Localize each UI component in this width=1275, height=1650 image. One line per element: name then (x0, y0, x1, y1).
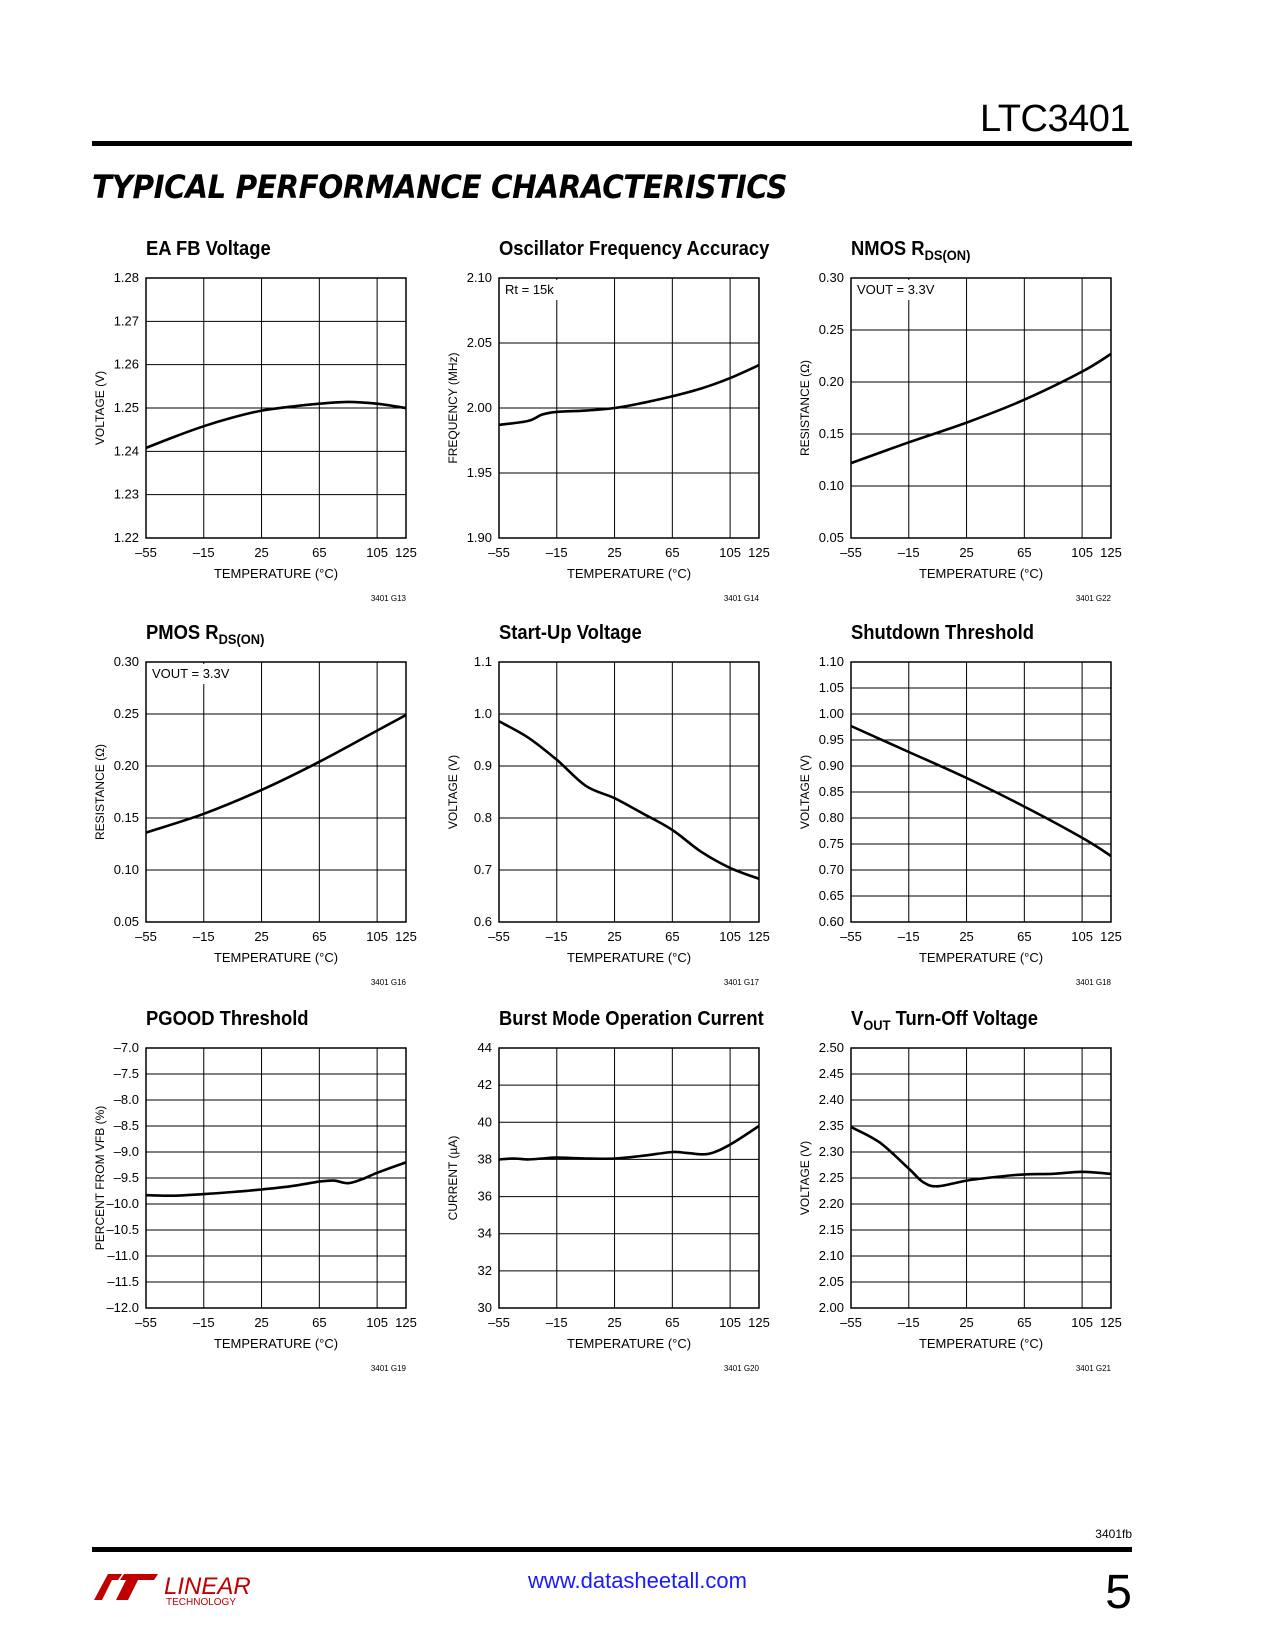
y-tick-label: 1.24 (113, 443, 139, 459)
chart-plot (441, 642, 781, 987)
y-tick-label: 0.95 (818, 732, 844, 747)
y-axis-label: VOLTAGE (V) (798, 754, 812, 830)
y-axis-label: FREQUENCY (MHz) (446, 352, 460, 464)
chart-g21 (793, 1008, 1133, 1388)
y-tick-label: 2.10 (818, 1248, 844, 1263)
y-tick-label: –10.5 (106, 1222, 139, 1237)
y-tick-label: 2.10 (466, 270, 492, 285)
x-tick-label: 25 (607, 929, 622, 944)
x-tick-label: 65 (1017, 545, 1032, 560)
y-tick-label: 2.20 (818, 1196, 844, 1211)
y-tick-label: 1.00 (818, 706, 844, 721)
chart-g19 (88, 1008, 428, 1388)
footer-link[interactable]: www.datasheetall.com (528, 1568, 747, 1593)
figure-id: 3401 G17 (723, 978, 759, 987)
figure-id: 3401 G21 (1075, 1364, 1111, 1373)
series-line (499, 365, 759, 425)
plot-frame (851, 278, 1111, 538)
y-tick-label: –7.5 (113, 1066, 139, 1081)
x-tick-label: 105 (1071, 929, 1093, 944)
x-tick-label: 125 (748, 545, 770, 560)
x-tick-label: 25 (254, 1315, 269, 1330)
y-tick-label: 2.50 (818, 1040, 844, 1055)
series-line (499, 721, 759, 879)
y-tick-label: 2.25 (818, 1170, 844, 1185)
y-tick-label: 1.27 (113, 313, 139, 329)
chart-plot (88, 258, 428, 603)
x-tick-label: –15 (192, 545, 215, 560)
series-line (851, 726, 1111, 856)
x-tick-label: 105 (719, 929, 741, 944)
y-tick-label: 0.60 (818, 914, 844, 929)
x-tick-label: 65 (1017, 1315, 1032, 1330)
y-tick-label: 0.15 (818, 426, 844, 441)
x-tick-label: –15 (192, 929, 215, 944)
chart-g13 (88, 238, 428, 618)
series-line (499, 1126, 759, 1159)
x-tick-label: 125 (1100, 929, 1122, 944)
chart-g14 (441, 238, 781, 618)
chart-plot (793, 258, 1133, 603)
y-tick-label: 1.28 (113, 270, 139, 285)
series-line (146, 402, 406, 448)
y-tick-label: –7.0 (113, 1040, 139, 1055)
y-tick-label: 0.10 (113, 862, 139, 877)
x-tick-label: –55 (488, 929, 510, 944)
x-tick-label: 125 (748, 1315, 770, 1330)
y-tick-label: 0.30 (818, 270, 844, 285)
chart-title: PGOOD Threshold (146, 1008, 309, 1030)
x-tick-label: 125 (748, 929, 770, 944)
chart-annotation: VOUT = 3.3V (857, 282, 935, 297)
y-tick-label: 2.05 (466, 335, 492, 350)
y-axis-label: VOLTAGE (V) (93, 370, 107, 446)
x-tick-label: –55 (135, 1315, 157, 1330)
y-tick-label: 36 (477, 1188, 492, 1204)
x-tick-label: 65 (312, 1315, 327, 1330)
chart-plot (88, 1028, 428, 1373)
x-axis-label: TEMPERATURE (°C) (566, 566, 692, 581)
y-tick-label: 0.30 (113, 654, 139, 669)
plot-frame (499, 662, 759, 922)
chart-title: Oscillator Frequency Accuracy (499, 238, 770, 260)
x-tick-label: 125 (395, 545, 417, 560)
chart-title: $V_{OUT}$ Turn-Off Voltage (851, 1008, 1039, 1033)
x-tick-label: –15 (192, 1315, 215, 1330)
x-tick-label: –55 (135, 929, 157, 944)
x-tick-label: –55 (135, 545, 157, 560)
x-tick-label: 125 (395, 929, 417, 944)
plot-frame (146, 662, 406, 922)
y-tick-label: 1.95 (466, 465, 492, 480)
y-tick-label: 0.75 (818, 836, 844, 851)
y-tick-label: 32 (477, 1262, 492, 1278)
chart-title: PMOS $R_{DS(ON)}$ (146, 622, 265, 647)
chart-annotation: VOUT = 3.3V (152, 666, 230, 681)
y-tick-label: 0.85 (818, 784, 844, 799)
chart-plot (793, 642, 1133, 987)
section-title: TYPICAL PERFORMANCE CHARACTERISTICS (92, 168, 788, 206)
y-tick-label: 1.22 (113, 530, 139, 545)
y-tick-label: 1.1 (473, 654, 492, 669)
series-line (146, 715, 406, 833)
figure-id: 3401 G16 (370, 978, 406, 987)
x-tick-label: 105 (719, 545, 741, 560)
x-tick-label: 105 (366, 929, 388, 944)
y-tick-label: 30 (477, 1300, 492, 1315)
page-number: 5 (1105, 1566, 1132, 1619)
figure-id: 3401 G14 (723, 594, 759, 603)
x-axis-label: TEMPERATURE (°C) (213, 566, 339, 581)
y-tick-label: –11.5 (107, 1274, 139, 1289)
logo-subtext: TECHNOLOGY (166, 1597, 237, 1608)
chart-title: Burst Mode Operation Current (499, 1008, 764, 1030)
y-tick-label: 0.7 (473, 862, 492, 877)
y-tick-label: 0.15 (113, 810, 139, 825)
x-tick-label: 125 (1100, 545, 1122, 560)
chart-g20 (441, 1008, 781, 1388)
y-axis-label: VOLTAGE (V) (446, 754, 460, 830)
x-axis-label: TEMPERATURE (°C) (566, 1336, 692, 1351)
chart-annotation: Rt = 15k (505, 282, 554, 297)
y-tick-label: 0.25 (113, 706, 139, 721)
chart-title: Start-Up Voltage (499, 622, 642, 644)
x-tick-label: –15 (545, 929, 568, 944)
x-tick-label: 105 (366, 545, 388, 560)
y-tick-label: 2.40 (818, 1092, 844, 1107)
y-tick-label: –9.5 (113, 1170, 139, 1185)
y-axis-label: RESISTANCE (Ω) (93, 743, 107, 841)
x-tick-label: 105 (366, 1315, 388, 1330)
x-tick-label: –15 (897, 545, 920, 560)
x-tick-label: 25 (607, 545, 622, 560)
y-tick-label: 0.80 (818, 810, 844, 825)
y-tick-label: 2.00 (818, 1300, 844, 1315)
x-axis-label: TEMPERATURE (°C) (918, 1336, 1044, 1351)
x-tick-label: 65 (665, 1315, 680, 1330)
x-tick-label: 105 (1071, 1315, 1093, 1330)
figure-id: 3401 G13 (370, 594, 406, 603)
x-tick-label: 25 (254, 545, 269, 560)
x-tick-label: 105 (719, 1315, 741, 1330)
y-tick-label: 1.26 (113, 356, 139, 372)
y-tick-label: 0.90 (818, 758, 844, 773)
x-tick-label: 125 (395, 1315, 417, 1330)
plot-frame (499, 1048, 759, 1308)
x-tick-label: –15 (897, 1315, 920, 1330)
x-tick-label: 25 (607, 1315, 622, 1330)
y-tick-label: 2.35 (818, 1118, 844, 1133)
y-tick-label: 38 (477, 1151, 492, 1167)
series-line (146, 1162, 406, 1195)
part-number: LTC3401 (979, 98, 1130, 140)
y-tick-label: 0.10 (818, 478, 844, 493)
x-tick-label: 25 (959, 929, 974, 944)
y-tick-label: 44 (477, 1040, 492, 1055)
x-tick-label: 25 (959, 1315, 974, 1330)
x-tick-label: 105 (1071, 545, 1093, 560)
y-tick-label: 1.23 (113, 486, 139, 502)
y-tick-label: –8.0 (113, 1092, 139, 1107)
y-axis-label: RESISTANCE (Ω) (798, 359, 812, 457)
x-tick-label: 125 (1100, 1315, 1122, 1330)
x-axis-label: TEMPERATURE (°C) (213, 950, 339, 965)
x-tick-label: –15 (545, 545, 568, 560)
series-line (851, 354, 1111, 463)
x-tick-label: –55 (488, 545, 510, 560)
x-tick-label: –15 (545, 1315, 568, 1330)
x-axis-label: TEMPERATURE (°C) (213, 1336, 339, 1351)
figure-id: 3401 G20 (723, 1364, 759, 1373)
series-line (851, 1127, 1111, 1186)
y-tick-label: 1.90 (466, 530, 492, 545)
logo-wordmark: LINEAR (164, 1573, 251, 1600)
chart-g18 (793, 622, 1133, 1002)
y-tick-label: 0.9 (473, 758, 492, 773)
chart-g16 (88, 622, 428, 1002)
x-tick-label: 65 (1017, 929, 1032, 944)
y-tick-label: 40 (477, 1114, 492, 1130)
y-tick-label: 0.05 (818, 530, 844, 545)
chart-title: EA FB Voltage (146, 238, 271, 260)
x-tick-label: 65 (312, 545, 327, 560)
y-tick-label: 2.00 (466, 400, 492, 415)
y-tick-label: 42 (477, 1077, 492, 1093)
x-tick-label: 65 (312, 929, 327, 944)
x-axis-label: TEMPERATURE (°C) (918, 566, 1044, 581)
y-tick-label: 0.70 (818, 862, 844, 877)
doc-revision: 3401fb (1095, 1527, 1132, 1541)
chart-plot (441, 258, 781, 603)
y-tick-label: 1.10 (818, 654, 844, 669)
header-rule (92, 141, 1132, 146)
y-tick-label: 1.25 (113, 400, 139, 415)
x-tick-label: –55 (840, 1315, 862, 1330)
y-tick-label: –12.0 (106, 1300, 139, 1315)
x-axis-label: TEMPERATURE (°C) (566, 950, 692, 965)
y-axis-label: PERCENT FROM VFB (%) (93, 1105, 107, 1251)
y-tick-label: 0.20 (113, 758, 139, 773)
figure-id: 3401 G18 (1075, 978, 1111, 987)
y-tick-label: –9.0 (113, 1144, 139, 1159)
chart-g22 (793, 238, 1133, 618)
y-tick-label: 0.05 (113, 914, 139, 929)
y-tick-label: 0.8 (473, 810, 492, 825)
y-tick-label: 1.05 (818, 680, 844, 695)
y-tick-label: 2.05 (818, 1274, 844, 1289)
chart-g17 (441, 622, 781, 1002)
y-tick-label: 34 (477, 1225, 492, 1241)
x-tick-label: 65 (665, 545, 680, 560)
x-tick-label: –15 (897, 929, 920, 944)
y-axis-label: VOLTAGE (V) (798, 1140, 812, 1216)
y-tick-label: 2.15 (818, 1222, 844, 1237)
x-tick-label: 65 (665, 929, 680, 944)
chart-title: Shutdown Threshold (851, 622, 1034, 644)
x-tick-label: –55 (840, 545, 862, 560)
x-axis-label: TEMPERATURE (°C) (918, 950, 1044, 965)
chart-plot (441, 1028, 781, 1373)
footer-rule (92, 1547, 1132, 1552)
y-tick-label: 0.65 (818, 888, 844, 903)
y-tick-label: 0.6 (473, 914, 492, 929)
y-tick-label: 1.0 (473, 706, 492, 721)
x-tick-label: –55 (488, 1315, 510, 1330)
y-tick-label: 0.20 (818, 374, 844, 389)
figure-id: 3401 G22 (1075, 594, 1111, 603)
y-tick-label: –10.0 (106, 1196, 139, 1211)
chart-title: NMOS $R_{DS(ON)}$ (851, 238, 971, 263)
y-tick-label: 2.30 (818, 1144, 844, 1159)
x-tick-label: 25 (959, 545, 974, 560)
y-tick-label: –8.5 (113, 1118, 139, 1133)
chart-plot (793, 1028, 1133, 1373)
chart-plot (88, 642, 428, 987)
x-tick-label: 25 (254, 929, 269, 944)
y-tick-label: –11.0 (107, 1248, 139, 1263)
y-axis-label: CURRENT (µA) (446, 1135, 460, 1221)
figure-id: 3401 G19 (370, 1364, 406, 1373)
y-tick-label: 2.45 (818, 1066, 844, 1081)
y-tick-label: 0.25 (818, 322, 844, 337)
x-tick-label: –55 (840, 929, 862, 944)
